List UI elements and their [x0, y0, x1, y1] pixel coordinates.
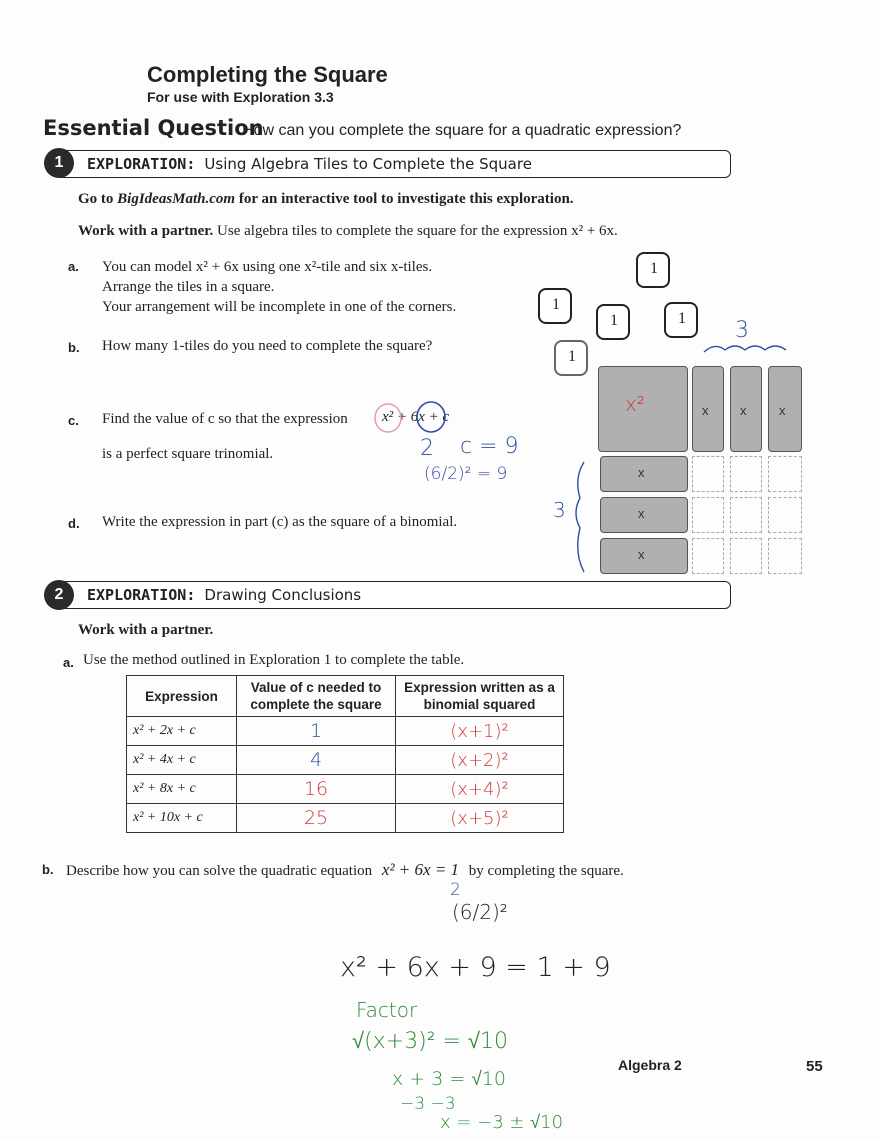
- hand-b-under: 2: [450, 880, 461, 900]
- hand-b-step2: Factor: [356, 998, 418, 1022]
- hand-b-step5: −3 −3: [400, 1094, 456, 1114]
- empty-one-slot: [692, 538, 724, 574]
- side-brace: [570, 458, 590, 576]
- exploration-1-heading: [87, 155, 532, 173]
- exploration-1-heading-bold: EXPLORATION:: [87, 155, 196, 173]
- exploration-2-heading-bold: EXPLORATION:: [87, 586, 196, 604]
- footer-book: Algebra 2: [618, 1057, 682, 1073]
- exploration-1-badge: 1: [44, 148, 74, 178]
- one-tile: 1: [554, 340, 588, 376]
- header-expression: Expression: [127, 676, 237, 717]
- empty-one-slot: [768, 538, 802, 574]
- header-value-c: Value of c needed to complete the square: [237, 676, 396, 717]
- hand-b-step3: √(x+3)² = √10: [352, 1029, 508, 1054]
- exploration-2-badge: 2: [44, 580, 74, 610]
- goto-prefix: Go to: [78, 191, 118, 207]
- hand-b-step1: x² + 6x + 9 = 1 + 9: [340, 952, 611, 983]
- goto-site-link[interactable]: BigIdeasMath.com: [117, 191, 236, 207]
- cell-expression: x² + 4x + c: [127, 746, 237, 775]
- x-tile-label: x: [638, 547, 645, 562]
- item-b-letter: b.: [68, 340, 80, 355]
- essential-question-text: How can you complete the square for a quadratic expression?: [242, 122, 682, 139]
- goto-suffix: for an interactive tool to investigate this exploration.: [235, 191, 574, 207]
- page-title: Completing the Square: [147, 62, 388, 87]
- item-a-line2: Arrange the tiles in a square.: [102, 279, 275, 295]
- hand-c-value: c = 9: [460, 434, 519, 459]
- item-d-text: Write the expression in part (c) as the square of a binomial.: [102, 514, 458, 530]
- empty-one-slot: [768, 456, 802, 492]
- table-header-row: [127, 676, 564, 717]
- item-c-letter: c.: [68, 413, 79, 428]
- top-count-label: 3: [735, 318, 749, 343]
- x-tile-label: x: [740, 403, 747, 418]
- exploration-2-heading: [87, 586, 361, 604]
- cell-expression: x² + 2x + c: [127, 717, 237, 746]
- x-tile-label: x: [702, 403, 709, 418]
- item-a-line3: Your arrangement will be incomplete in one of the corners.: [102, 299, 457, 315]
- empty-one-slot: [730, 456, 762, 492]
- item-a-line1: You can model x² + 6x using one x²-tile and six x-tiles.: [102, 259, 433, 275]
- one-tile: 1: [636, 252, 670, 288]
- x-tile-label: x: [779, 403, 786, 418]
- item-c-circles: [370, 398, 480, 438]
- exploration-2-heading-rest: Drawing Conclusions: [204, 586, 362, 604]
- table-row: [127, 717, 564, 746]
- item-2b-equation: x² + 6x = 1: [381, 860, 460, 879]
- empty-one-slot: [730, 497, 762, 533]
- item-2b-letter: b.: [42, 862, 54, 877]
- cell-c-value[interactable]: 4: [237, 746, 396, 775]
- header-binomial: Expression written as a binomial squared: [396, 676, 564, 717]
- item-b-text: How many 1-tiles do you need to complete the square?: [102, 338, 433, 354]
- partner-line-2: [78, 622, 213, 639]
- cell-c-value[interactable]: 25: [237, 804, 396, 833]
- one-tile: 1: [664, 302, 698, 338]
- empty-one-slot: [730, 538, 762, 574]
- cell-binomial[interactable]: (x+4)²: [396, 775, 564, 804]
- item-c-text: Find the value of c so that the expression: [102, 411, 348, 427]
- cell-binomial[interactable]: (x+1)²: [396, 717, 564, 746]
- table-row: [127, 804, 564, 833]
- item-2b-before: Describe how you can solve the quadratic equation: [66, 863, 373, 879]
- item-2a-text: Use the method outlined in Exploration 1 to complete the table.: [83, 652, 465, 668]
- hand-b-step0: (6/2)²: [452, 900, 508, 924]
- completion-table: [126, 675, 564, 833]
- hand-c-two: 2: [420, 436, 434, 461]
- page-subtitle: For use with Exploration 3.3: [147, 89, 334, 105]
- table-row: [127, 746, 564, 775]
- partner-line-1: [78, 223, 618, 240]
- exploration-1-heading-rest: Using Algebra Tiles to Complete the Square: [204, 155, 532, 173]
- empty-one-slot: [692, 456, 724, 492]
- cell-c-value[interactable]: 1: [237, 717, 396, 746]
- item-c-expression: x² + 6x + c: [382, 409, 450, 425]
- page-number: 55: [806, 1058, 823, 1075]
- top-brace: [700, 340, 790, 356]
- item-2b-after: by completing the square.: [468, 863, 624, 879]
- cell-expression: x² + 10x + c: [127, 804, 237, 833]
- cell-expression: x² + 8x + c: [127, 775, 237, 804]
- item-a-letter: a.: [68, 259, 79, 274]
- cell-binomial[interactable]: (x+5)²: [396, 804, 564, 833]
- partner-text-1: Use algebra tiles to complete the square for the expression x² + 6x.: [213, 223, 618, 239]
- hand-b-step6: x = −3 ± √10: [440, 1112, 564, 1133]
- x-tile-label: x: [638, 465, 645, 480]
- empty-one-slot: [768, 497, 802, 533]
- item-2a-letter: a.: [63, 655, 74, 670]
- item-2b-text: [66, 860, 624, 880]
- one-tile: 1: [538, 288, 572, 324]
- item-d-letter: d.: [68, 516, 80, 531]
- partner-bold-2: Work with a partner.: [78, 622, 214, 638]
- x-tile-label: x: [638, 506, 645, 521]
- empty-one-slot: [692, 497, 724, 533]
- hand-c-work: (6/2)² = 9: [424, 464, 508, 484]
- cell-c-value[interactable]: 16: [237, 775, 396, 804]
- goto-line: [78, 191, 574, 208]
- essential-question-label: Essential Question: [43, 116, 264, 140]
- cell-binomial[interactable]: (x+2)²: [396, 746, 564, 775]
- item-c-text2: is a perfect square trinomial.: [102, 446, 274, 462]
- hand-b-step4: x + 3 = √10: [392, 1068, 506, 1090]
- table-row: [127, 775, 564, 804]
- partner-bold-1: Work with a partner.: [78, 223, 214, 239]
- item-a-text: [102, 257, 456, 317]
- one-tile: 1: [596, 304, 630, 340]
- x-squared-label: x²: [625, 392, 645, 416]
- side-count-label: 3: [553, 498, 566, 522]
